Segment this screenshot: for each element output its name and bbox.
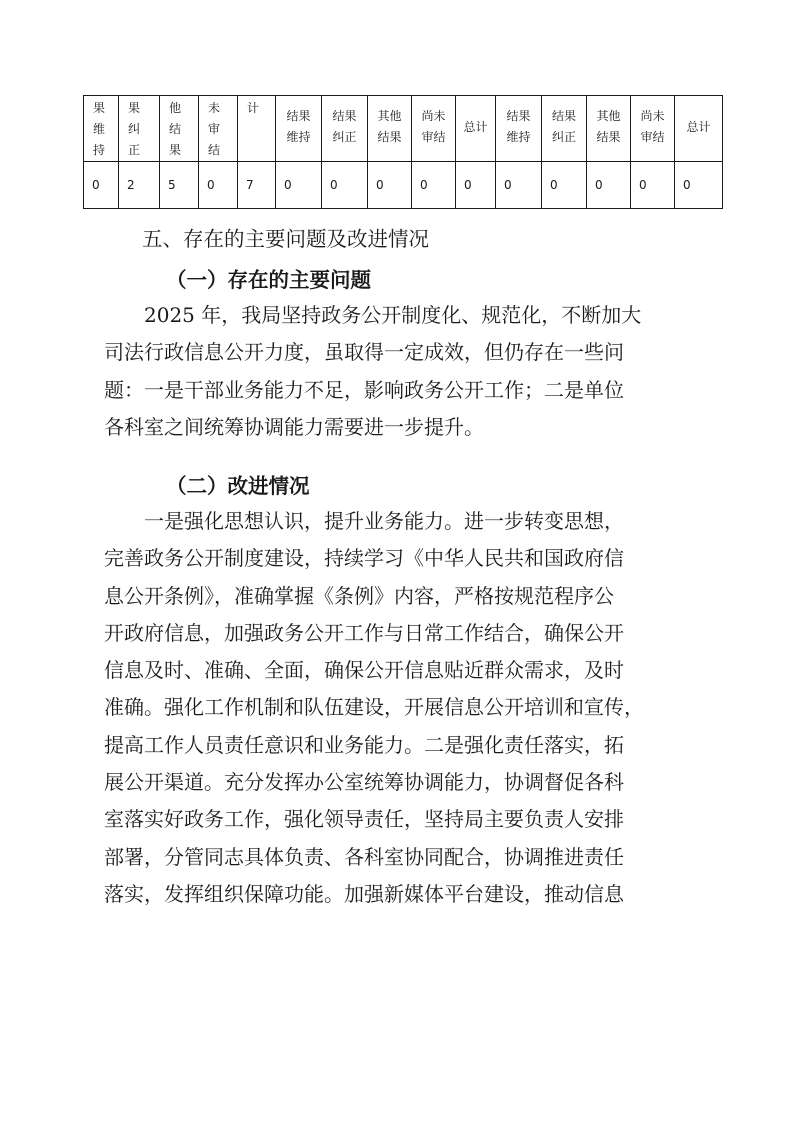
paragraph-line: 司法行政信息公开力度，虽取得一定成效，但仍存在一些问	[104, 340, 624, 365]
header-cell-label: 其他 结果	[377, 109, 402, 144]
header-cell	[276, 96, 322, 162]
value-cell	[238, 162, 276, 209]
value-text: 0	[92, 177, 100, 192]
paragraph-line: 题：一是干部业务能力不足，影响政务公开工作；二是单位	[104, 377, 624, 402]
value-text: 0	[464, 177, 472, 192]
value-cell	[631, 162, 675, 209]
value-cell	[412, 162, 456, 209]
value-text: 0	[683, 177, 691, 192]
header-cell	[119, 96, 160, 162]
paragraph-line: 信息及时、准确、全面，确保公开信息贴近群众需求，及时	[104, 658, 624, 683]
header-cell-label: 其他 结果	[596, 109, 621, 144]
header-cell-label: 尚未 审结	[640, 109, 665, 144]
value-cell	[496, 162, 542, 209]
value-text: 0	[376, 177, 384, 192]
header-cell	[496, 96, 542, 162]
value-text: 0	[639, 177, 647, 192]
header-cell-label: 尚未 审结	[421, 109, 446, 144]
value-cell	[199, 162, 238, 209]
header-cell	[542, 96, 587, 162]
value-text: 0	[420, 177, 428, 192]
subsection-title-problems: （一）存在的主要问题	[166, 268, 371, 292]
paragraph-line: 准确。强化工作机制和队伍建设，开展信息公开培训和宣传，	[104, 695, 644, 720]
value-cell	[160, 162, 199, 209]
paragraph-line: 部署，分管同志具体负责、各科室协同配合，协调推进责任	[104, 844, 624, 869]
header-cell-label: 结果 纠正	[332, 109, 357, 144]
header-cell	[238, 96, 276, 162]
section-title: 五、存在的主要问题及改进情况	[142, 227, 429, 251]
header-cell-label: 总计	[686, 120, 711, 134]
paragraph-line: 息公开条例》，准确掌握《条例》内容，严格按规范程序公	[104, 583, 614, 608]
table-header-row	[84, 96, 723, 162]
header-cell-label: 果 纠 正	[128, 101, 141, 157]
value-text: 5	[168, 177, 176, 192]
value-cell	[456, 162, 496, 209]
value-cell	[119, 162, 160, 209]
value-text: 0	[595, 177, 603, 192]
header-cell	[160, 96, 199, 162]
paragraph-line: 2025 年，我局坚持政务公开制度化、规范化，不断加大	[144, 303, 642, 327]
header-cell	[368, 96, 412, 162]
header-cell	[675, 96, 723, 162]
paragraph-line: 提高工作人员责任意识和业务能力。二是强化责任落实，拓	[104, 732, 624, 757]
value-cell	[675, 162, 723, 209]
paragraph-line: 开政府信息，加强政务公开工作与日常工作结合，确保公开	[104, 620, 624, 645]
subsection-title-improvements: （二）改进情况	[166, 474, 310, 498]
problems-paragraph	[104, 297, 694, 446]
value-text: 0	[284, 177, 292, 192]
header-cell	[84, 96, 119, 162]
improvements-paragraph	[104, 503, 694, 913]
value-cell	[542, 162, 587, 209]
value-text: 0	[330, 177, 338, 192]
header-cell	[631, 96, 675, 162]
value-text: 0	[550, 177, 558, 192]
header-cell	[199, 96, 238, 162]
header-cell-label: 他 结 果	[169, 101, 182, 157]
header-cell-label: 计	[247, 101, 260, 115]
paragraph-line: 落实，发挥组织保障功能。加强新媒体平台建设，推动信息	[104, 881, 624, 906]
paragraph-line: 展公开渠道。充分发挥办公室统筹协调能力，协调督促各科	[104, 770, 624, 795]
value-text: 0	[504, 177, 512, 192]
value-cell	[368, 162, 412, 209]
header-cell-label: 果 维 持	[93, 101, 106, 157]
paragraph-line: 各科室之间统筹协调能力需要进一步提升。	[104, 414, 484, 439]
header-cell	[322, 96, 368, 162]
header-cell	[412, 96, 456, 162]
header-cell-label: 未 审 结	[208, 101, 221, 157]
value-cell	[322, 162, 368, 209]
header-cell-label: 总计	[463, 120, 488, 134]
header-cell	[587, 96, 631, 162]
paragraph-line: 完善政务公开制度建设，持续学习《中华人民共和国政府信	[104, 546, 624, 571]
header-cell-label: 结果 维持	[286, 109, 311, 144]
review-results-table	[83, 95, 723, 209]
paragraph-line: 一是强化思想认识，提升业务能力。进一步转变思想，	[144, 509, 624, 533]
value-text: 7	[246, 177, 254, 192]
value-cell	[276, 162, 322, 209]
value-cell	[587, 162, 631, 209]
table-row	[84, 162, 723, 209]
value-text: 0	[207, 177, 215, 192]
header-cell-label: 结果 纠正	[551, 109, 576, 144]
paragraph-line: 室落实好政务工作，强化领导责任，坚持局主要负责人安排	[104, 807, 624, 832]
header-cell-label: 结果 维持	[506, 109, 531, 144]
value-text: 2	[127, 177, 135, 192]
value-cell	[84, 162, 119, 209]
header-cell	[456, 96, 496, 162]
